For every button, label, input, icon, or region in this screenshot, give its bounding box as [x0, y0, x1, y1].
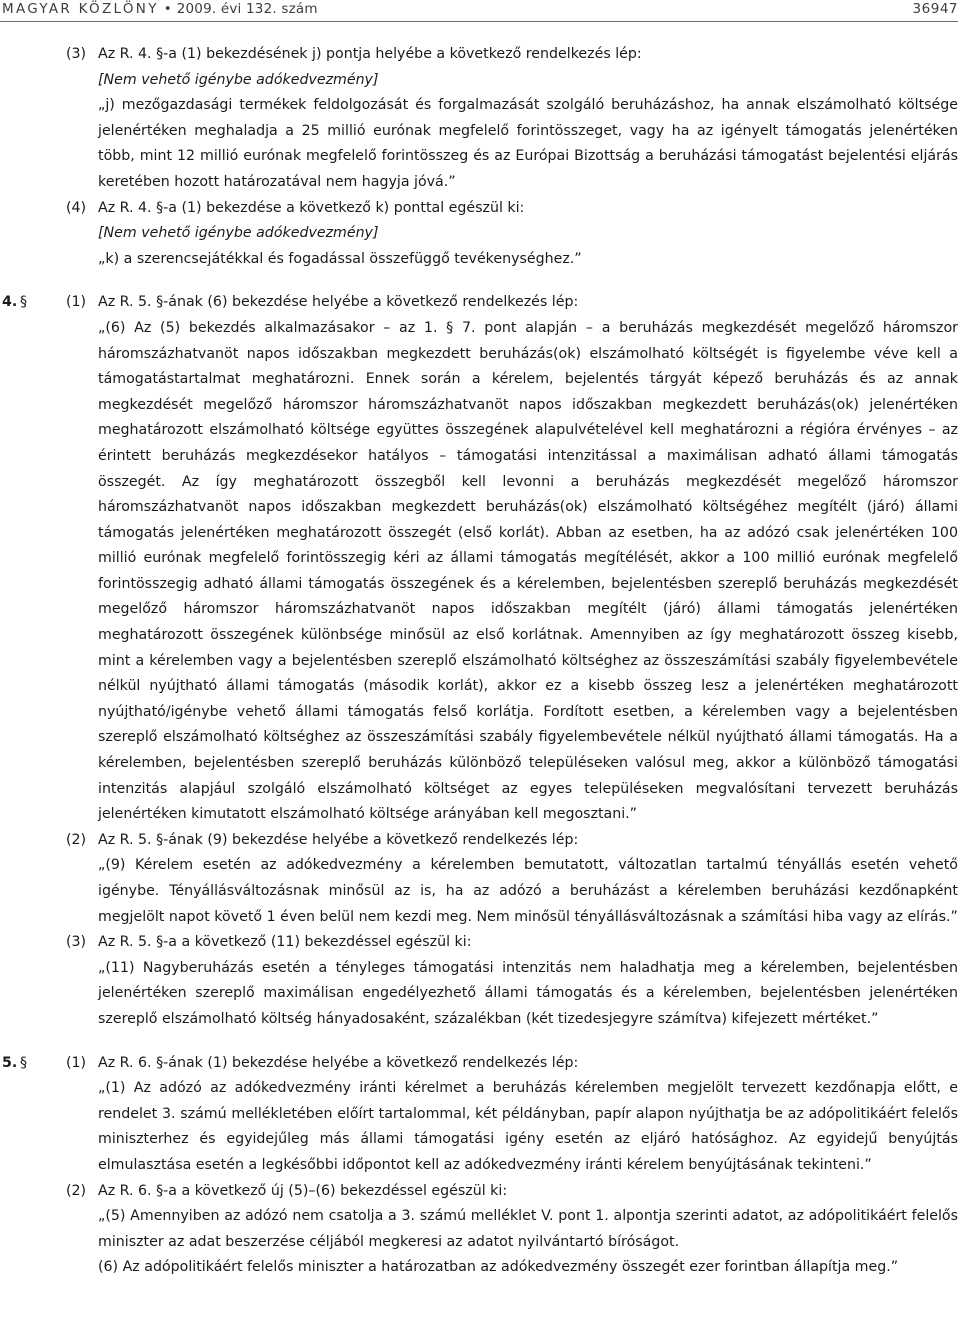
paragraph-amendment: „j) mezőgazdasági termékek feldolgozását és forgalmazását szolgáló beruházáshoz, ha annak elszámolható költsége jelenértéken meghaladja a 25 millió eurónak megfelelő forintösszeget, vagy ha az igényelt támogatás jelenértéken több, mint 12 millió eurónak megfelelő forintösszeg és az Európai Bizottság a beruházási támogatást bejelentési eljárás keretében hozott határozatával nem hagyja jóvá.” [98, 97, 958, 190]
section-4-subsection-2 [0, 828, 960, 930]
section-sign: § [20, 1054, 28, 1071]
page-header [0, 0, 958, 22]
paragraph-amendment: „(9) Kérelem esetén az adókedvezmény a kérelemben bemutatott, változatlan tartalmú tényállás esetén vehető igénybe. Tényállásváltozásnak minősül az is, ha az adózó a beruházást a kérelemben beruházási kezdőnapként megjelölt napot követő 1 éven belül nem kezdi meg. Nem minősül tényállásváltozásnak a számítási hiba vagy az elírás.” [98, 857, 958, 925]
paragraph-intro: Az R. 5. §-ának (9) bekezdése helyébe a következő rendelkezés lép: [98, 831, 579, 848]
subsection-3 [0, 42, 960, 196]
paragraph-context: [Nem vehető igénybe adókedvezmény] [98, 225, 379, 242]
paragraph-amendment: „(6) Az (5) bekezdés alkalmazásakor – az 1. § 7. pont alapján – a beruházás megkezdését megelőző háromszor háromszázhatvanöt napos időszakban megkezdett beruházás(ok) elszámolható költségét is figyelembe véve kell a támogatástartalmat meghatározni. Ennek során a kérelem, bejelentés tárgyát képező beruházás és az annak megkezdését megelőző háromszor háromszázhatvanöt napos időszakban megkezdett beruházás(ok) jelenértéken meghatározott elszámolható költsége együttes összegének alapulvételével kell meghatározni a régióra érvényes – az érintett beruházás megkezdésekor hatályos – támogatási intenzitással a maximálisan adható állami támogatás összegét. Az így meghatározott összegből kell levonni a beruházás megkezdését megelőző háromszor háromszázhatvanöt napos időszakban megkezdett beruházás(ok) elszámolható költségéhez megítélt (járó) állami támogatás jelenértéken meghatározott összegét (első korlát). Abban az esetben, ha az adózó csak jelenértéken 100 millió eurónak megfelelő forintösszegig kéri az állami támogatás megítélését, akkor a 100 millió eurónak megfelelő forintösszegig adható állami támogatás összegének és a kérelemben, bejelentésben szereplő beruházás megkezdését megelőző háromszor háromszázhatvanöt napos időszakban megítélt (járó) állami támogatás jelenértéken meghatározott összegének különbsége minősül az első korlátnak. Amennyiben az így meghatározott összeg kisebb, mint a kérelemben vagy a bejelentésben szereplő elszámolható költséghez az összeszámítási szabály figyelembevétele nélkül nyújtható állami támogatás (második korlát), akkor ez a kisebb összeg lesz a jelenértéken meghatározott nyújtható/igénybe vehető állami támogatás felső korlátja. Fordított esetben, a kérelemben vagy a bejelentésben szereplő elszámolható költséghez az összeszámítási szabály figyelembevétele nélkül nyújtható állami támogatás. Ha a kérelemben, bejelentésben szereplő beruházás különböző településeken valósul meg, akkor a különböző támogatási intenzitás alapjául szolgáló elszámolható költséget az egyes településeken megvalósítani tervezett beruházás jelenértéken kimutatott elszámolható költsége arányában kell megosztani.” [98, 319, 958, 823]
paragraph-intro: Az R. 4. §-a (1) bekezdése a következő k) ponttal egészül ki: [98, 199, 525, 216]
paragraph-context: [Nem vehető igénybe adókedvezmény] [98, 71, 379, 88]
paragraph-intro: Az R. 6. §-a a következő új (5)–(6) bekezdéssel egészül ki: [98, 1182, 508, 1199]
journal-title: MAGYAR KÖZLÖNY [2, 1, 159, 17]
subsection-label: (4) [66, 199, 87, 216]
subsection-4 [0, 196, 960, 273]
paragraph-amendment: „(11) Nagyberuházás esetén a tényleges támogatási intenzitás nem haladhatja meg a kérelemben, bejelentésben jelenértéken szereplő maximálisan engedélyezhető állami támogatás és a kérelemben, bejelentésben jelenértéken szereplő elszámolható költség hányadosaként, százalékban (két tizedesjegyre számítva) kifejezett mértéket.” [98, 959, 958, 1027]
page-number: 36947 [912, 1, 958, 17]
paragraph-amendment: „(5) Amennyiben az adózó nem csatolja a 3. számú melléklet V. pont 1. alpontja szerinti adatot, az adópolitikáért felelős miniszter az adat beszerzése céljából megkeresi az adatot nyilvántartó bíróságot. [98, 1208, 958, 1250]
subsection-label: (1) [66, 294, 87, 311]
paragraph-intro: Az R. 4. §-a (1) bekezdésének j) pontja helyébe a következő rendelkezés lép: [98, 46, 642, 62]
subsection-label: (2) [66, 831, 87, 848]
subsection-label: (3) [66, 934, 87, 951]
paragraph-intro: Az R. 5. §-a a következő (11) bekezdéssel egészül ki: [98, 934, 472, 951]
section-5-subsection-2 [0, 1179, 960, 1281]
section-sign: § [20, 294, 28, 311]
paragraph-amendment: „k) a szerencsejátékkal és fogadással összefüggő tevékenységhez.” [98, 250, 582, 267]
paragraph-intro: Az R. 6. §-ának (1) bekezdése helyébe a következő rendelkezés lép: [98, 1054, 579, 1071]
paragraph-amendment: (6) Az adópolitikáért felelős miniszter a határozatban az adókedvezmény összegét ezer forintban állapítja meg.” [98, 1259, 899, 1276]
journal-issue-line [2, 1, 318, 17]
header-bullet: • [163, 1, 172, 17]
paragraph-amendment: „(1) Az adózó az adókedvezmény iránti kérelmet a beruházás kérelemben megjelölt tervezett kezdőnapja előtt, e rendelet 3. számú mellékletében előírt tartalommal, két példányban, papír alapon nyújthatja be az adópolitikáért felelős miniszterhez és egyidejűleg más állami támogatási igény esetén az eljáró hatósághoz. Az egyidejű benyújtás elmulasztása esetén a legkésőbbi időpontot kell az adókedvezmény iránti kérelem benyújtásának tekinteni.” [98, 1080, 958, 1173]
subsection-label: (1) [66, 1054, 87, 1071]
subsection-label: (3) [66, 46, 87, 62]
section-number: 5. [2, 1054, 18, 1071]
section-4-subsection-3 [0, 930, 960, 1032]
document-body [0, 42, 960, 1281]
issue-number: 2009. évi 132. szám [176, 1, 318, 17]
paragraph-intro: Az R. 5. §-ának (6) bekezdése helyébe a következő rendelkezés lép: [98, 294, 579, 311]
subsection-label: (2) [66, 1182, 87, 1199]
section-4-subsection-1 [0, 290, 960, 827]
section-5-subsection-1 [0, 1051, 960, 1179]
section-number: 4. [2, 294, 18, 311]
